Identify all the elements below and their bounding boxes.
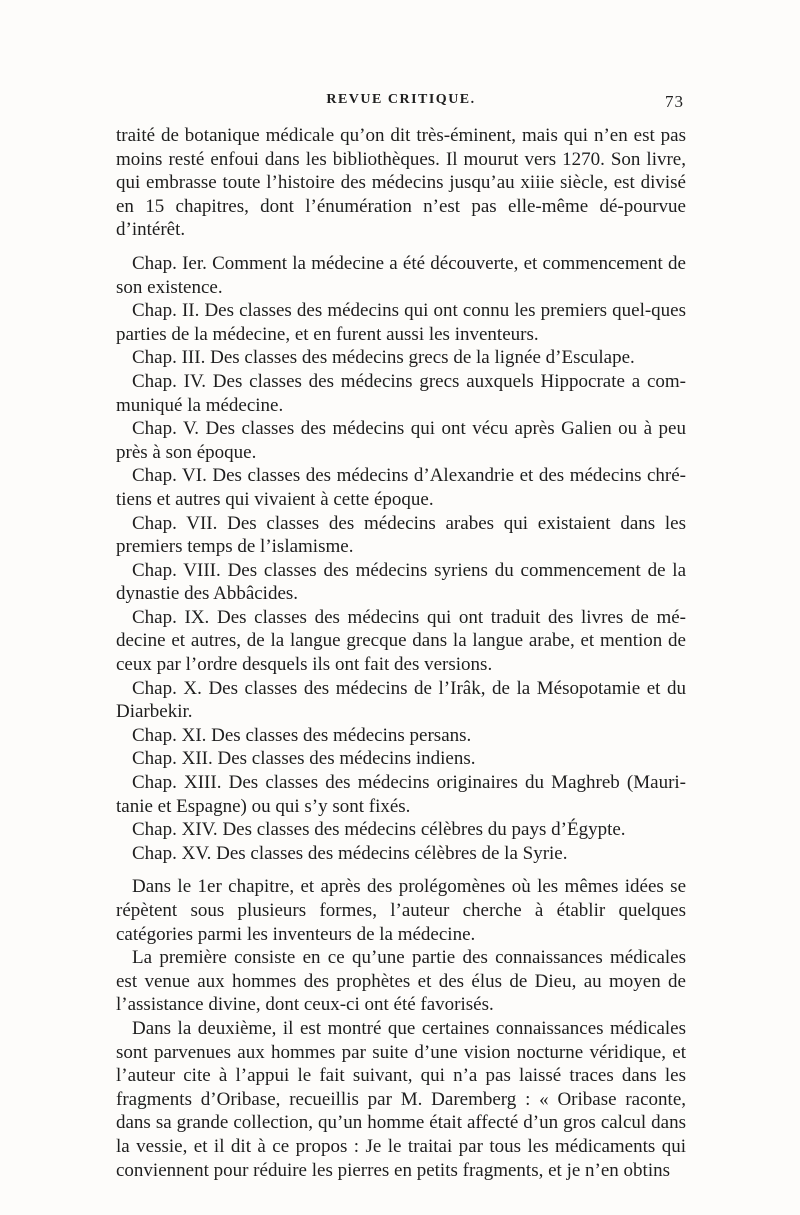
chapter-item xyxy=(116,417,686,464)
chapter-item xyxy=(116,606,686,677)
chapter-item xyxy=(116,464,686,511)
chapter-item xyxy=(116,747,686,771)
chapter-item xyxy=(116,771,686,818)
chapter-text: Des classes des médecins célèbres de la Syrie. xyxy=(216,842,568,864)
chapter-item xyxy=(116,842,686,866)
chapter-text: Des classes des médecins qui ont vécu après Galien ou à peu près à son époque. xyxy=(116,418,686,463)
chapter-text: Des classes des médecins qui ont traduit des livres de mé-decine et autres, de la langue grecque dans la langue arabe, et mention de ceux par l’ordre desquels ils ont fait des versions. xyxy=(116,606,687,676)
chapter-label: Chap. III. xyxy=(132,347,206,369)
chapter-label: Chap. X. xyxy=(132,677,202,699)
page-number: 73 xyxy=(665,92,684,111)
chapter-text: Des classes des médecins célèbres du pays d’Égypte. xyxy=(222,819,626,841)
chapter-text: Des classes des médecins originaires du Maghreb (Mauri-tanie et Espagne) ou qui s’y sont fixés. xyxy=(116,772,687,817)
chapter-label: Chap. Ier. xyxy=(132,252,207,274)
chapter-label: Chap. VI. xyxy=(132,465,207,487)
chapter-text: Des classes des médecins d’Alexandrie et des médecins chré-tiens et autres qui vivaient à cette époque. xyxy=(116,465,687,510)
chapter-item xyxy=(116,677,686,724)
body-text xyxy=(116,124,686,1182)
chapter-label: Chap. V. xyxy=(132,418,199,440)
chapter-label: Chap. IX. xyxy=(132,606,210,628)
chapter-item xyxy=(116,346,686,370)
chapter-item xyxy=(116,512,686,559)
chapter-label: Chap. VII. xyxy=(132,512,218,534)
body-paragraph: Dans la deuxième, il est montré que certaines connaissances médicales sont parvenues aux hommes par suite d’une vision nocturne véridique, et l’auteur cite à l’appui le fait suivant, qui n’a pas laissé traces dans les fragments d’Oribase, recueillis par M. Daremberg : « Oribase raconte, dans sa grande collection, qu’un homme était affecté d’un gros calcul dans la vessie, et il dit à ce propos : Je le traitai par tous les médicaments qui conviennent pour réduire les pierres en petits fragments, et je n’en obtins xyxy=(116,1017,686,1181)
running-title: REVUE CRITIQUE. xyxy=(326,92,476,107)
chapter-label: Chap. XI. xyxy=(132,724,207,746)
chapter-label: Chap. II. xyxy=(132,300,200,322)
chapter-list xyxy=(116,252,686,865)
body-paragraph: Dans le 1er chapitre, et après des prolégomènes où les mêmes idées se répètent sous plusieurs formes, l’auteur cherche à établir quelques catégories parmi les inventeurs de la médecine. xyxy=(116,876,686,945)
body-paragraph: La première consiste en ce qu’une partie des connaissances médicales est venue aux hommes des prophètes et des élus de Dieu, au moyen de l’assistance divine, dont ceux-ci ont été favorisés. xyxy=(116,947,686,1016)
chapter-item xyxy=(116,370,686,417)
chapter-text: Des classes des médecins syriens du commencement de la dynastie des Abbâcides. xyxy=(116,559,687,605)
intro-paragraph: traité de botanique médicale qu’on dit très-éminent, mais qui n’en est pas moins resté enfoui dans les bibliothèques. Il mourut vers 1270. Son livre, qui embrasse toute l’histoire des médecins jusqu’au xiiie siècle, est divisé en 15 chapitres, dont l’énumération n’est pas elle-même dé-pourvue d’intérêt. xyxy=(116,125,686,241)
chapter-text: Des classes des médecins indiens. xyxy=(217,748,476,770)
chapter-text: Des classes des médecins qui ont connu les premiers quel-ques parties de la médecine, et en furent aussi les inventeurs. xyxy=(116,300,687,345)
chapter-item xyxy=(116,818,686,842)
chapter-label: Chap. XIV. xyxy=(132,819,218,841)
chapter-label: Chap. IV. xyxy=(132,370,206,392)
chapter-item xyxy=(116,299,686,346)
chapter-label: Chap. XV. xyxy=(132,842,212,864)
chapter-label: Chap. XII. xyxy=(132,748,213,770)
chapter-item xyxy=(116,559,686,606)
chapter-text: Comment la médecine a été découverte, et commencement de son existence. xyxy=(116,252,686,298)
chapter-text: Des classes des médecins persans. xyxy=(211,724,472,746)
running-head xyxy=(118,92,684,116)
chapter-text: Des classes des médecins arabes qui existaient dans les premiers temps de l’islamisme. xyxy=(116,512,687,558)
chapter-label: Chap. VIII. xyxy=(132,559,221,581)
chapter-text: Des classes des médecins de l’Irâk, de la Mésopotamie et du Diarbekir. xyxy=(116,677,687,723)
chapter-label: Chap. XIII. xyxy=(132,772,222,794)
chapter-item xyxy=(116,724,686,748)
chapter-item xyxy=(116,252,686,299)
chapter-text: Des classes des médecins grecs auxquels Hippocrate a com-muniqué la médecine. xyxy=(116,370,686,416)
chapter-text: Des classes des médecins grecs de la lignée d’Esculape. xyxy=(210,347,635,369)
